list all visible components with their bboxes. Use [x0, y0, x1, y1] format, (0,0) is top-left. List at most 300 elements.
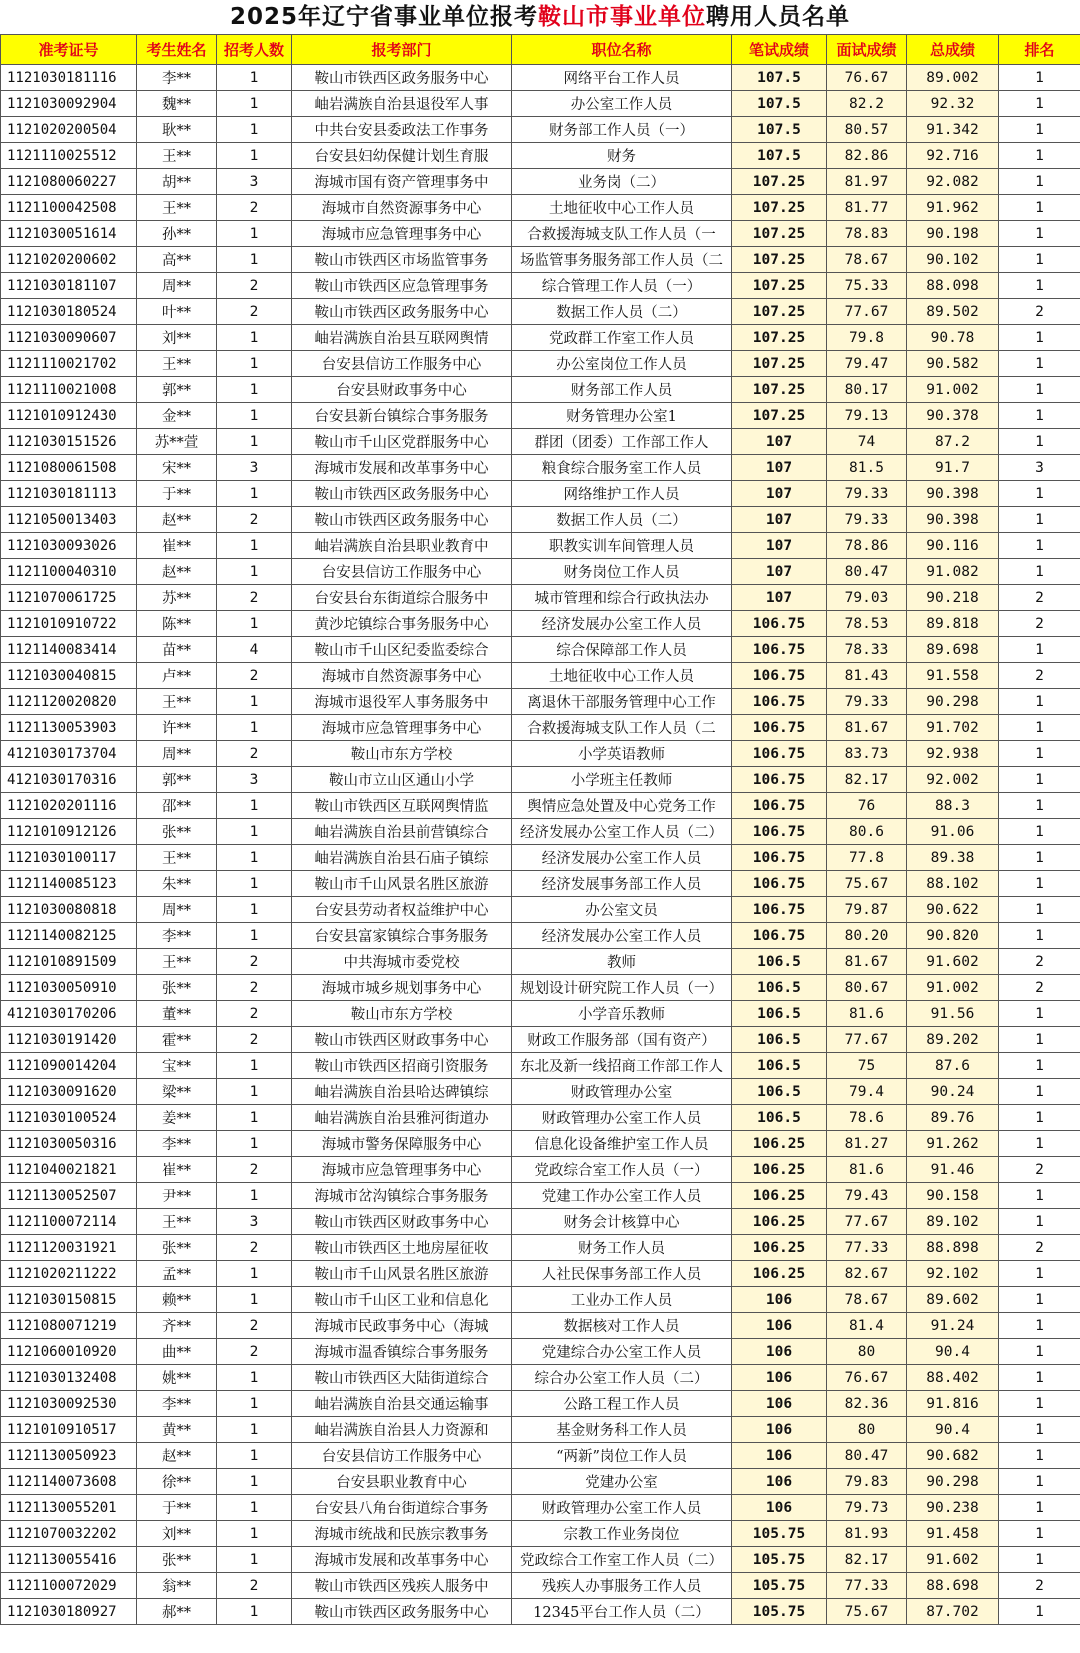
quota-cell: 1 — [217, 1287, 292, 1313]
written-score-cell: 106.75 — [732, 845, 827, 871]
exam-id-cell: 1121080060227 — [1, 169, 137, 195]
department-cell: 岫岩满族自治县交通运输事 — [292, 1391, 512, 1417]
table-row — [1, 741, 1080, 767]
name-cell: 赵** — [137, 1443, 217, 1469]
position-cell: 基金财务科工作人员 — [512, 1417, 732, 1443]
department-cell: 鞍山市铁西区应急管理事务 — [292, 273, 512, 299]
interview-score-cell: 80.20 — [827, 923, 907, 949]
col-header-total-score: 总成绩 — [907, 35, 999, 65]
exam-id-cell: 1121030080818 — [1, 897, 137, 923]
table-row — [1, 1573, 1080, 1599]
name-cell: 刘** — [137, 1521, 217, 1547]
name-cell: 周** — [137, 897, 217, 923]
written-score-cell: 106.5 — [732, 1001, 827, 1027]
rank-cell: 1 — [999, 195, 1080, 221]
department-cell: 鞍山市铁西区政务服务中心 — [292, 65, 512, 91]
exam-id-cell: 1121130055201 — [1, 1495, 137, 1521]
exam-id-cell: 1121080061508 — [1, 455, 137, 481]
position-cell: 工业办工作人员 — [512, 1287, 732, 1313]
rank-cell: 2 — [999, 611, 1080, 637]
name-cell: 孙** — [137, 221, 217, 247]
total-score-cell: 89.002 — [907, 65, 999, 91]
written-score-cell: 106.25 — [732, 1209, 827, 1235]
total-score-cell: 88.3 — [907, 793, 999, 819]
exam-id-cell: 1121030100117 — [1, 845, 137, 871]
position-cell: 数据工作人员（二） — [512, 299, 732, 325]
written-score-cell: 107.5 — [732, 117, 827, 143]
rank-cell: 1 — [999, 143, 1080, 169]
name-cell: 朱** — [137, 871, 217, 897]
quota-cell: 1 — [217, 1105, 292, 1131]
exam-id-cell: 1121130052507 — [1, 1183, 137, 1209]
department-cell: 海城市温香镇综合事务服务 — [292, 1339, 512, 1365]
written-score-cell: 106 — [732, 1495, 827, 1521]
quota-cell: 2 — [217, 273, 292, 299]
position-cell: 财政管理办公室工作人员 — [512, 1495, 732, 1521]
name-cell: 张** — [137, 1235, 217, 1261]
name-cell: 徐** — [137, 1469, 217, 1495]
name-cell: 于** — [137, 1495, 217, 1521]
col-header-position: 职位名称 — [512, 35, 732, 65]
department-cell: 鞍山市千山风景名胜区旅游 — [292, 871, 512, 897]
interview-score-cell: 81.67 — [827, 715, 907, 741]
results-table — [0, 34, 1080, 1625]
written-score-cell: 107.25 — [732, 351, 827, 377]
table-row — [1, 1287, 1080, 1313]
interview-score-cell: 75 — [827, 1053, 907, 1079]
interview-score-cell: 78.33 — [827, 637, 907, 663]
quota-cell: 1 — [217, 1131, 292, 1157]
table-row — [1, 247, 1080, 273]
total-score-cell: 90.582 — [907, 351, 999, 377]
exam-id-cell: 1121020200504 — [1, 117, 137, 143]
total-score-cell: 90.4 — [907, 1339, 999, 1365]
name-cell: 张** — [137, 975, 217, 1001]
interview-score-cell: 76.67 — [827, 1365, 907, 1391]
table-row — [1, 1001, 1080, 1027]
rank-cell: 1 — [999, 429, 1080, 455]
title-highlight: 鞍山市事业单位 — [538, 4, 706, 30]
exam-id-cell: 1121030091620 — [1, 1079, 137, 1105]
total-score-cell: 90.78 — [907, 325, 999, 351]
table-row — [1, 1469, 1080, 1495]
rank-cell: 1 — [999, 819, 1080, 845]
department-cell: 鞍山市铁西区政务服务中心 — [292, 1599, 512, 1625]
interview-score-cell: 79.33 — [827, 481, 907, 507]
department-cell: 鞍山市千山区党群服务中心 — [292, 429, 512, 455]
position-cell: 合救援海城支队工作人员（二 — [512, 715, 732, 741]
interview-score-cell: 78.86 — [827, 533, 907, 559]
position-cell: 合救援海城支队工作人员（一 — [512, 221, 732, 247]
department-cell: 海城市应急管理事务中心 — [292, 221, 512, 247]
total-score-cell: 89.818 — [907, 611, 999, 637]
name-cell: 周** — [137, 273, 217, 299]
exam-id-cell: 1121140082125 — [1, 923, 137, 949]
interview-score-cell: 76 — [827, 793, 907, 819]
exam-id-cell: 1121030040815 — [1, 663, 137, 689]
interview-score-cell: 79.83 — [827, 1469, 907, 1495]
written-score-cell: 107 — [732, 533, 827, 559]
quota-cell: 1 — [217, 143, 292, 169]
rank-cell: 1 — [999, 169, 1080, 195]
table-row — [1, 559, 1080, 585]
written-score-cell: 107 — [732, 559, 827, 585]
interview-score-cell: 80.6 — [827, 819, 907, 845]
total-score-cell: 91.342 — [907, 117, 999, 143]
interview-score-cell: 76.67 — [827, 65, 907, 91]
total-score-cell: 91.558 — [907, 663, 999, 689]
exam-id-cell: 1121110021008 — [1, 377, 137, 403]
position-cell: 经济发展办公室工作人员 — [512, 923, 732, 949]
interview-score-cell: 80.47 — [827, 1443, 907, 1469]
interview-score-cell: 82.67 — [827, 1261, 907, 1287]
quota-cell: 1 — [217, 429, 292, 455]
name-cell: 王** — [137, 689, 217, 715]
written-score-cell: 106.75 — [732, 611, 827, 637]
name-cell: 邵** — [137, 793, 217, 819]
department-cell: 鞍山市千山区纪委监委综合 — [292, 637, 512, 663]
position-cell: 经济发展办公室工作人员 — [512, 611, 732, 637]
interview-score-cell: 81.5 — [827, 455, 907, 481]
total-score-cell: 87.6 — [907, 1053, 999, 1079]
rank-cell: 1 — [999, 1209, 1080, 1235]
rank-cell: 1 — [999, 1053, 1080, 1079]
name-cell: 姚** — [137, 1365, 217, 1391]
table-row — [1, 1235, 1080, 1261]
total-score-cell: 92.102 — [907, 1261, 999, 1287]
exam-id-cell: 1121090014204 — [1, 1053, 137, 1079]
table-row — [1, 1209, 1080, 1235]
position-cell: 教师 — [512, 949, 732, 975]
interview-score-cell: 82.36 — [827, 1391, 907, 1417]
rank-cell: 1 — [999, 637, 1080, 663]
interview-score-cell: 79.47 — [827, 351, 907, 377]
department-cell: 海城市应急管理事务中心 — [292, 1157, 512, 1183]
department-cell: 海城市退役军人事务服务中 — [292, 689, 512, 715]
written-score-cell: 105.75 — [732, 1547, 827, 1573]
name-cell: 李** — [137, 65, 217, 91]
name-cell: 孟** — [137, 1261, 217, 1287]
department-cell: 海城市统战和民族宗教事务 — [292, 1521, 512, 1547]
interview-score-cell: 77.67 — [827, 1209, 907, 1235]
written-score-cell: 106 — [732, 1287, 827, 1313]
table-row — [1, 65, 1080, 91]
rank-cell: 1 — [999, 117, 1080, 143]
interview-score-cell: 81.6 — [827, 1001, 907, 1027]
position-cell: 综合办公室工作人员（二） — [512, 1365, 732, 1391]
table-row — [1, 637, 1080, 663]
interview-score-cell: 78.67 — [827, 247, 907, 273]
position-cell: 党建综合办公室工作人员 — [512, 1339, 732, 1365]
exam-id-cell: 1121030092904 — [1, 91, 137, 117]
interview-score-cell: 77.33 — [827, 1573, 907, 1599]
table-row — [1, 351, 1080, 377]
total-score-cell: 90.158 — [907, 1183, 999, 1209]
position-cell: 财务部工作人员 — [512, 377, 732, 403]
position-cell: 12345平台工作人员（二） — [512, 1599, 732, 1625]
interview-score-cell: 80.57 — [827, 117, 907, 143]
position-cell: 经济发展办公室工作人员（二） — [512, 819, 732, 845]
table-row — [1, 1053, 1080, 1079]
department-cell: 台安县妇幼保健计划生育服 — [292, 143, 512, 169]
rank-cell: 1 — [999, 793, 1080, 819]
rank-cell: 2 — [999, 949, 1080, 975]
quota-cell: 2 — [217, 195, 292, 221]
rank-cell: 1 — [999, 1547, 1080, 1573]
exam-id-cell: 1121010910722 — [1, 611, 137, 637]
interview-score-cell: 81.43 — [827, 663, 907, 689]
table-row — [1, 1313, 1080, 1339]
position-cell: 业务岗（二） — [512, 169, 732, 195]
department-cell: 海城市发展和改革事务中心 — [292, 1547, 512, 1573]
written-score-cell: 107 — [732, 585, 827, 611]
quota-cell: 3 — [217, 1209, 292, 1235]
exam-id-cell: 1121010912430 — [1, 403, 137, 429]
interview-score-cell: 75.33 — [827, 273, 907, 299]
table-row — [1, 715, 1080, 741]
table-row — [1, 1027, 1080, 1053]
position-cell: 综合保障部工作人员 — [512, 637, 732, 663]
table-row — [1, 429, 1080, 455]
table-body — [1, 65, 1080, 1625]
quota-cell: 1 — [217, 1443, 292, 1469]
table-row — [1, 1417, 1080, 1443]
department-cell: 鞍山市东方学校 — [292, 1001, 512, 1027]
position-cell: 残疾人办事服务工作人员 — [512, 1573, 732, 1599]
total-score-cell: 91.46 — [907, 1157, 999, 1183]
department-cell: 海城市国有资产管理事务中 — [292, 169, 512, 195]
department-cell: 海城市岔沟镇综合事务服务 — [292, 1183, 512, 1209]
name-cell: 王** — [137, 195, 217, 221]
exam-id-cell: 1121120020820 — [1, 689, 137, 715]
total-score-cell: 91.602 — [907, 1547, 999, 1573]
table-row — [1, 923, 1080, 949]
total-score-cell: 89.202 — [907, 1027, 999, 1053]
rank-cell: 1 — [999, 1001, 1080, 1027]
interview-score-cell: 75.67 — [827, 1599, 907, 1625]
name-cell: 宝** — [137, 1053, 217, 1079]
quota-cell: 1 — [217, 247, 292, 273]
interview-score-cell: 78.53 — [827, 611, 907, 637]
table-row — [1, 663, 1080, 689]
written-score-cell: 106.25 — [732, 1261, 827, 1287]
table-row — [1, 1391, 1080, 1417]
quota-cell: 1 — [217, 117, 292, 143]
col-header-written-score: 笔试成绩 — [732, 35, 827, 65]
exam-id-cell: 1121060010920 — [1, 1339, 137, 1365]
total-score-cell: 90.622 — [907, 897, 999, 923]
rank-cell: 1 — [999, 221, 1080, 247]
total-score-cell: 90.218 — [907, 585, 999, 611]
written-score-cell: 106 — [732, 1339, 827, 1365]
written-score-cell: 105.75 — [732, 1521, 827, 1547]
department-cell: 海城市自然资源事务中心 — [292, 663, 512, 689]
title-prefix: 2025年辽宁省事业单位报考 — [229, 4, 538, 30]
written-score-cell: 106.5 — [732, 1027, 827, 1053]
quota-cell: 1 — [217, 871, 292, 897]
exam-id-cell: 1121130055416 — [1, 1547, 137, 1573]
quota-cell: 1 — [217, 897, 292, 923]
title-suffix: 聘用人员名单 — [706, 4, 850, 30]
written-score-cell: 106.75 — [732, 637, 827, 663]
department-cell: 鞍山市铁西区政务服务中心 — [292, 507, 512, 533]
quota-cell: 1 — [217, 1469, 292, 1495]
name-cell: 郭** — [137, 767, 217, 793]
col-header-exam-id: 准考证号 — [1, 35, 137, 65]
table-row — [1, 299, 1080, 325]
interview-score-cell: 77.67 — [827, 299, 907, 325]
written-score-cell: 107 — [732, 429, 827, 455]
department-cell: 鞍山市铁西区财政事务中心 — [292, 1209, 512, 1235]
exam-id-cell: 1121030050910 — [1, 975, 137, 1001]
exam-id-cell: 1121030181113 — [1, 481, 137, 507]
written-score-cell: 106 — [732, 1443, 827, 1469]
position-cell: 离退休干部服务管理中心工作 — [512, 689, 732, 715]
exam-id-cell: 1121020200602 — [1, 247, 137, 273]
total-score-cell: 92.082 — [907, 169, 999, 195]
name-cell: 翁** — [137, 1573, 217, 1599]
exam-id-cell: 1121040021821 — [1, 1157, 137, 1183]
rank-cell: 1 — [999, 325, 1080, 351]
name-cell: 张** — [137, 819, 217, 845]
written-score-cell: 106.25 — [732, 1157, 827, 1183]
exam-id-cell: 1121020211222 — [1, 1261, 137, 1287]
written-score-cell: 105.75 — [732, 1599, 827, 1625]
department-cell: 中共海城市委党校 — [292, 949, 512, 975]
department-cell: 海城市警务保障服务中心 — [292, 1131, 512, 1157]
department-cell: 台安县信访工作服务中心 — [292, 351, 512, 377]
position-cell: 财务会计核算中心 — [512, 1209, 732, 1235]
total-score-cell: 89.502 — [907, 299, 999, 325]
position-cell: 城市管理和综合行政执法办 — [512, 585, 732, 611]
name-cell: 郝** — [137, 1599, 217, 1625]
department-cell: 海城市发展和改革事务中心 — [292, 455, 512, 481]
exam-id-cell: 1121130050923 — [1, 1443, 137, 1469]
table-row — [1, 221, 1080, 247]
name-cell: 卢** — [137, 663, 217, 689]
department-cell: 海城市自然资源事务中心 — [292, 195, 512, 221]
department-cell: 鞍山市铁西区土地房屋征收 — [292, 1235, 512, 1261]
name-cell: 王** — [137, 143, 217, 169]
name-cell: 李** — [137, 1131, 217, 1157]
total-score-cell: 89.698 — [907, 637, 999, 663]
interview-score-cell: 79.8 — [827, 325, 907, 351]
quota-cell: 1 — [217, 1053, 292, 1079]
written-score-cell: 107.25 — [732, 195, 827, 221]
department-cell: 鞍山市铁西区市场监管事务 — [292, 247, 512, 273]
quota-cell: 1 — [217, 1183, 292, 1209]
interview-score-cell: 79.33 — [827, 507, 907, 533]
name-cell: 霍** — [137, 1027, 217, 1053]
interview-score-cell: 80 — [827, 1339, 907, 1365]
name-cell: 黄** — [137, 1417, 217, 1443]
table-row — [1, 195, 1080, 221]
interview-score-cell: 79.73 — [827, 1495, 907, 1521]
total-score-cell: 90.682 — [907, 1443, 999, 1469]
written-score-cell: 107.5 — [732, 143, 827, 169]
total-score-cell: 92.002 — [907, 767, 999, 793]
quota-cell: 1 — [217, 1495, 292, 1521]
quota-cell: 2 — [217, 949, 292, 975]
rank-cell: 1 — [999, 1443, 1080, 1469]
position-cell: 财务部工作人员（一） — [512, 117, 732, 143]
name-cell: 宋** — [137, 455, 217, 481]
exam-id-cell: 1121030151526 — [1, 429, 137, 455]
exam-id-cell: 1121100072114 — [1, 1209, 137, 1235]
name-cell: 赵** — [137, 507, 217, 533]
total-score-cell: 92.716 — [907, 143, 999, 169]
quota-cell: 1 — [217, 533, 292, 559]
table-row — [1, 897, 1080, 923]
written-score-cell: 106.75 — [732, 741, 827, 767]
position-cell: 财政管理办公室 — [512, 1079, 732, 1105]
total-score-cell: 91.002 — [907, 377, 999, 403]
table-row — [1, 585, 1080, 611]
rank-cell: 1 — [999, 403, 1080, 429]
rank-cell: 1 — [999, 91, 1080, 117]
interview-score-cell: 79.4 — [827, 1079, 907, 1105]
department-cell: 鞍山市铁西区大陆街道综合 — [292, 1365, 512, 1391]
department-cell: 岫岩满族自治县人力资源和 — [292, 1417, 512, 1443]
exam-id-cell: 1121030051614 — [1, 221, 137, 247]
table-row — [1, 1261, 1080, 1287]
exam-id-cell: 1121110025512 — [1, 143, 137, 169]
total-score-cell: 91.002 — [907, 975, 999, 1001]
name-cell: 董** — [137, 1001, 217, 1027]
quota-cell: 1 — [217, 1391, 292, 1417]
rank-cell: 1 — [999, 1131, 1080, 1157]
table-row — [1, 1365, 1080, 1391]
quota-cell: 2 — [217, 663, 292, 689]
rank-cell: 1 — [999, 377, 1080, 403]
position-cell: 宗教工作业务岗位 — [512, 1521, 732, 1547]
total-score-cell: 91.962 — [907, 195, 999, 221]
interview-score-cell: 79.87 — [827, 897, 907, 923]
interview-score-cell: 81.6 — [827, 1157, 907, 1183]
interview-score-cell: 82.2 — [827, 91, 907, 117]
interview-score-cell: 79.33 — [827, 689, 907, 715]
total-score-cell: 87.702 — [907, 1599, 999, 1625]
rank-cell: 1 — [999, 923, 1080, 949]
rank-cell: 1 — [999, 481, 1080, 507]
department-cell: 岫岩满族自治县退役军人事 — [292, 91, 512, 117]
quota-cell: 3 — [217, 767, 292, 793]
interview-score-cell: 79.43 — [827, 1183, 907, 1209]
department-cell: 黄沙坨镇综合事务服务中心 — [292, 611, 512, 637]
position-cell: 小学班主任教师 — [512, 767, 732, 793]
table-row — [1, 871, 1080, 897]
position-cell: 信息化设备维护室工作人员 — [512, 1131, 732, 1157]
exam-id-cell: 4121030173704 — [1, 741, 137, 767]
rank-cell: 2 — [999, 1235, 1080, 1261]
department-cell: 台安县台东街道综合服务中 — [292, 585, 512, 611]
table-row — [1, 767, 1080, 793]
table-row — [1, 403, 1080, 429]
name-cell: 魏** — [137, 91, 217, 117]
rank-cell: 1 — [999, 1027, 1080, 1053]
table-row — [1, 845, 1080, 871]
interview-score-cell: 81.4 — [827, 1313, 907, 1339]
rank-cell: 2 — [999, 663, 1080, 689]
exam-id-cell: 4121030170316 — [1, 767, 137, 793]
quota-cell: 1 — [217, 65, 292, 91]
exam-id-cell: 1121030180524 — [1, 299, 137, 325]
written-score-cell: 106.75 — [732, 871, 827, 897]
exam-id-cell: 1121070061725 — [1, 585, 137, 611]
position-cell: 经济发展办公室工作人员 — [512, 845, 732, 871]
total-score-cell: 91.082 — [907, 559, 999, 585]
interview-score-cell: 81.93 — [827, 1521, 907, 1547]
